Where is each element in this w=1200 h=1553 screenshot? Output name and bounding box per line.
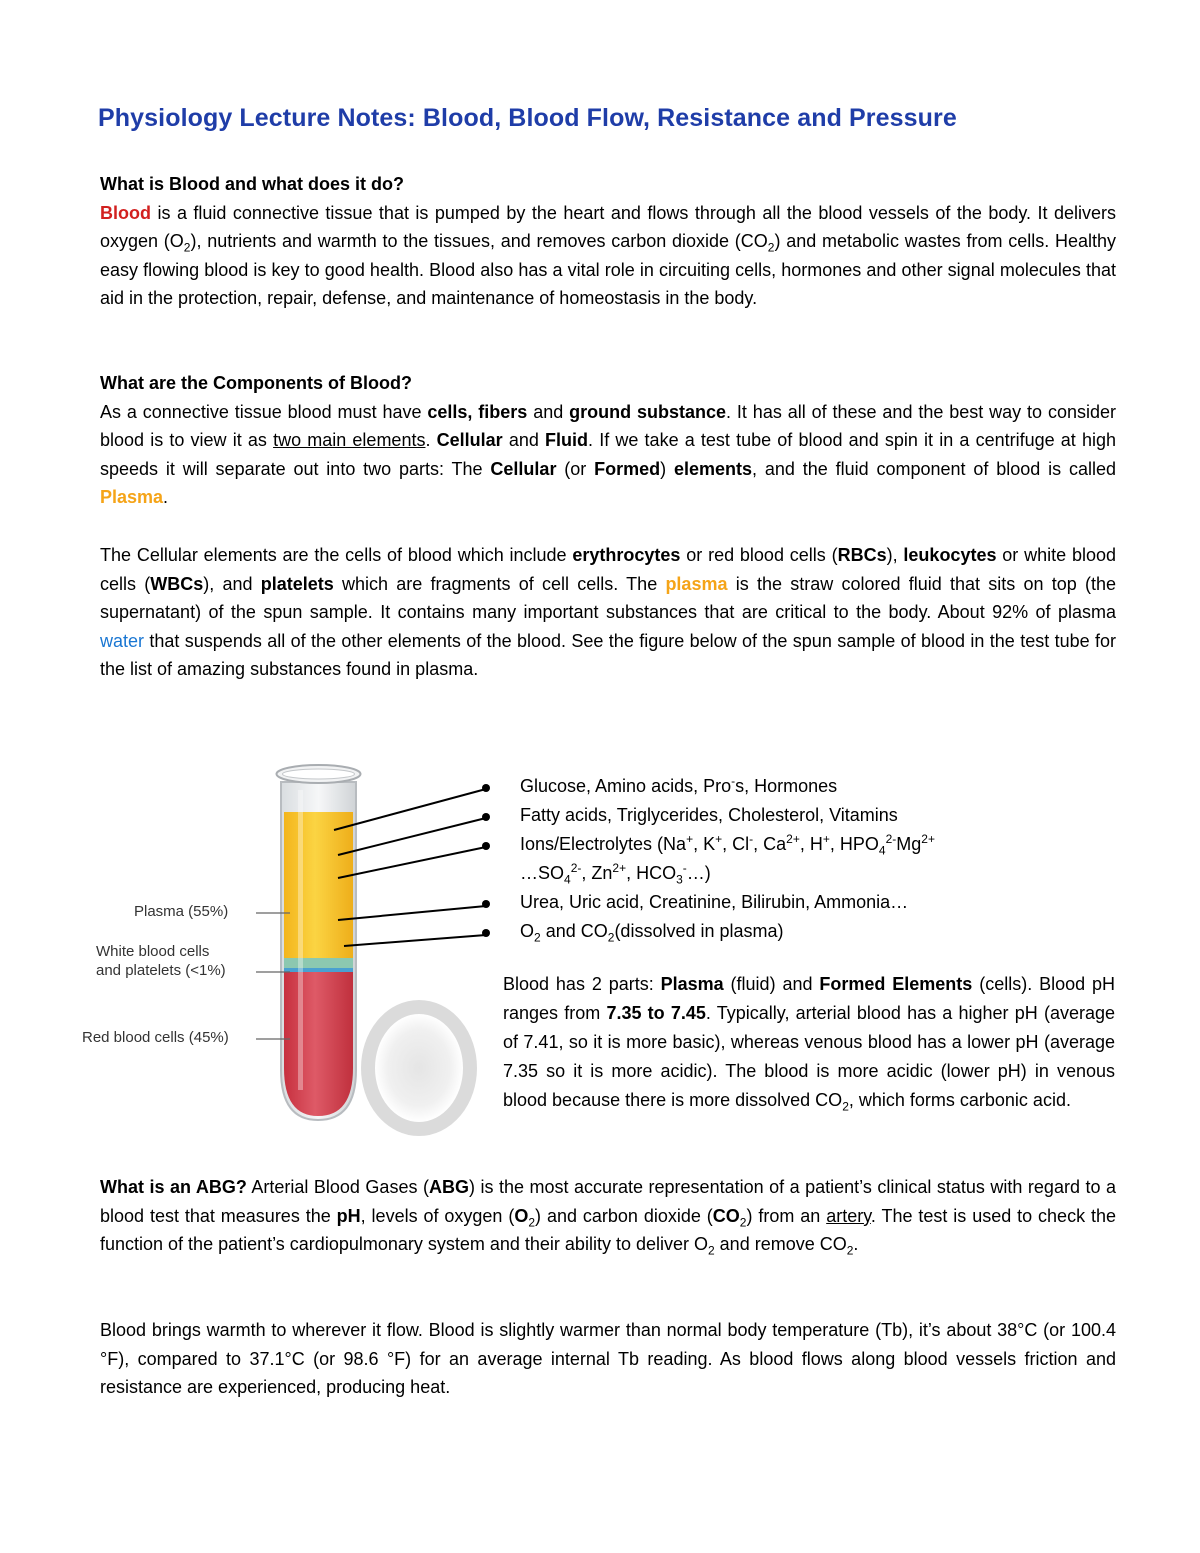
superscript: 2+: [921, 832, 935, 846]
text-span: ,: [581, 863, 592, 883]
text-span: . The test is used to check the function of the patient’s cardiopulmonary system and their ability to deliver O: [100, 1205, 1116, 1254]
text-span: HCO: [636, 863, 677, 883]
text-span: K: [703, 834, 716, 854]
text-span: is the straw colored fluid that sits on top (the supernatant) of the spun sample. It contains many important substances that are critical to the body. About 92% of plasma: [100, 573, 1116, 622]
text-span: s, Hormones: [735, 776, 838, 796]
text-span: Cl: [732, 834, 750, 854]
plasma-layer: [284, 812, 353, 958]
term-elements: elements: [674, 458, 753, 479]
text-span: ): [660, 458, 674, 479]
term-co2: CO: [712, 1205, 740, 1226]
term-fluid: Fluid: [545, 430, 589, 450]
subscript: 2: [534, 930, 541, 945]
term-leukocytes: leukocytes: [903, 545, 997, 565]
subscript: 4: [878, 843, 886, 858]
text-span: ,: [799, 834, 810, 854]
text-span: Blood brings warmth to wherever it flow. Blood is slightly warmer than normal body temperature (Tb), it’s about 38°C (or 100.4 °F), compared to 37.1°C (or 98.6 °F) for an average internal Tb reading. As blood flows along blood vessels friction and resistance are experienced, producing heat.: [100, 1320, 1116, 1397]
text-span: Arterial Blood Gases (: [246, 1177, 429, 1197]
text-span: ,: [829, 834, 840, 854]
connector-line-4: [338, 906, 486, 920]
bullet-dot: [482, 842, 490, 850]
term-formed-elements: Formed Elements: [819, 974, 973, 994]
term-o2: O: [514, 1205, 529, 1226]
term-blood: Blood: [100, 202, 151, 223]
subscript: 2: [528, 1215, 536, 1230]
list-item: [478, 801, 1118, 830]
term-ph-range: 7.35 to 7.45: [606, 1003, 706, 1023]
superscript: +: [715, 832, 723, 846]
list-item-continuation: [478, 859, 1118, 888]
term-plasma: Plasma: [660, 974, 724, 994]
label-wbc-line2: and platelets (<1%): [96, 962, 226, 979]
heading-components: What are the Components of Blood?: [100, 373, 412, 393]
text-span: .: [425, 430, 437, 450]
superscript: 2+: [786, 832, 800, 846]
superscript: -: [731, 774, 736, 788]
text-span: Glucose, Amino acids, Pro: [520, 776, 732, 796]
superscript: +: [822, 832, 830, 846]
term-water: water: [100, 630, 145, 651]
text-span: ,: [753, 834, 764, 854]
term-cellular: Cellular: [436, 430, 503, 450]
text-span: or red blood cells (: [680, 545, 838, 565]
test-tube-figure: [76, 750, 496, 1150]
subscript: 3: [676, 872, 683, 887]
connector-line-5: [344, 935, 486, 946]
text-span: HPO: [839, 834, 879, 854]
term-abg: ABG: [428, 1177, 469, 1197]
list-item: [478, 830, 1118, 859]
text-span: Zn: [591, 863, 613, 883]
text-span: and: [527, 401, 570, 422]
section-blood-warmth: [100, 1316, 1116, 1402]
text-span: , and the fluid component of blood is called: [752, 458, 1116, 479]
text-span: O: [520, 921, 535, 941]
text-span: ) is the most accurate representation of a patient’s clinical status with regard to a blood test that measures the: [100, 1177, 1116, 1226]
subscript: 4: [564, 872, 571, 887]
subscript: 2: [707, 1243, 715, 1258]
text-span: .: [163, 487, 169, 507]
bullet-dot: [482, 929, 490, 937]
text-span: ), and: [203, 573, 261, 594]
subscript: 2: [842, 1099, 849, 1114]
text-span: The Cellular elements are the cells of blood which include: [100, 545, 573, 565]
text-span: .: [853, 1234, 859, 1254]
text-span: is a fluid connective tissue that is pumped by the heart and flows through all the blood vessels of the body. It delivers oxygen (O: [100, 202, 1116, 251]
section-abg: [100, 1173, 1116, 1259]
section-cellular-elements: [100, 541, 1116, 684]
list-item: [478, 772, 1118, 801]
wbc-band-line: [284, 968, 353, 972]
text-span: ) and carbon dioxide (: [535, 1205, 713, 1226]
bullet-dot: [482, 900, 490, 908]
superscript: -: [682, 861, 687, 875]
term-plasma: plasma: [665, 573, 728, 594]
text-span: and: [502, 430, 546, 450]
heading-what-is-blood: What is Blood and what does it do?: [100, 174, 404, 194]
text-span: ) and metabolic wastes from cells. Healthy easy flowing blood is key to good health. Blood also has a vital role in circuiting cells, hormones and other signal molecules that aid in the protection, repair, defense, and maintenance of homeostasis in the body.: [100, 231, 1116, 308]
text-span: or white blood cells (: [100, 545, 1116, 594]
text-span: ), nutrients and warmth to the tissues, and removes carbon dioxide (CO: [190, 231, 768, 251]
term-ground-substance: ground substance: [569, 401, 727, 422]
text-span: As a connective tissue blood must have: [100, 401, 428, 422]
subscript: 2: [739, 1215, 747, 1230]
text-span: ) from an: [746, 1205, 827, 1226]
term-rbcs: RBCs: [837, 545, 887, 565]
text-span: . Typically, arterial blood has a higher pH (average of 7.41, so it is more basic), whereas venous blood has a lower pH (average 7.35 so it is more acidic). The blood is more acidic (lower pH) in venous blood because there is more dissolved CO: [503, 1003, 1115, 1110]
subscript: 2: [607, 930, 615, 945]
text-span: that suspends all of the other elements of the blood. See the figure below of the spun sample of blood in the test tube for the list of amazing substances found in plasma.: [100, 630, 1116, 679]
label-plasma: Plasma (55%): [134, 903, 229, 920]
text-span: . If we take a test tube of blood and spin it in a centrifuge at high speeds it will separate out into two parts: The: [100, 430, 1116, 479]
text-span: ,: [722, 834, 733, 854]
text-span: (or: [556, 458, 595, 479]
text-span: , levels of oxygen (: [360, 1205, 515, 1226]
term-wbcs: WBCs: [150, 573, 204, 594]
superscript: 2+: [612, 861, 627, 875]
text-span: Blood has 2 parts:: [503, 974, 661, 994]
text-span: …SO: [520, 863, 565, 883]
glass-highlight: [298, 790, 303, 1090]
list-item: [478, 888, 1118, 917]
superscript: +: [686, 832, 694, 846]
text-span: and CO: [540, 921, 608, 941]
subscript: 2: [183, 240, 191, 255]
term-ph: pH: [336, 1205, 361, 1226]
text-span: Ions/Electrolytes (Na: [520, 834, 687, 854]
text-span: ,: [693, 834, 704, 854]
text-span: (dissolved in plasma): [614, 921, 784, 941]
bullet-dot: [482, 813, 490, 821]
label-wbc-line1: White blood cells: [96, 943, 210, 960]
heading-abg: What is an ABG?: [100, 1177, 247, 1197]
text-span: Urea, Uric acid, Creatinine, Bilirubin, Ammonia…: [520, 892, 909, 912]
superscript: 2-: [570, 861, 582, 875]
page-title: Physiology Lecture Notes: Blood, Blood Flow, Resistance and Pressure: [98, 104, 957, 132]
section-components: [100, 369, 1116, 512]
connector-line-3: [338, 847, 486, 878]
term-plasma: Plasma: [100, 487, 164, 507]
text-span: (cells). Blood pH ranges from: [503, 974, 1116, 1023]
text-span: and remove CO: [714, 1234, 847, 1254]
term-cells-fibers: cells, fibers: [427, 401, 528, 422]
text-span: ),: [886, 545, 904, 565]
text-span: (fluid) and: [723, 974, 820, 994]
superscript: -: [749, 832, 754, 846]
section-what-is-blood: [100, 170, 1116, 313]
text-span: Ca: [763, 834, 787, 854]
tube-opening: [283, 769, 355, 779]
rbc-layer: [284, 972, 353, 1116]
text-span: H: [809, 834, 823, 854]
bullet-dot: [482, 784, 490, 792]
text-span: ,: [626, 863, 637, 883]
blood-ph-paragraph: [503, 970, 1115, 1115]
term-formed: Formed: [594, 458, 661, 479]
list-item: [478, 917, 1118, 946]
term-artery: artery: [826, 1205, 871, 1226]
tube-shadow-inner: [375, 1014, 463, 1122]
plasma-substances-list: [478, 772, 1118, 946]
superscript: 2-: [885, 832, 897, 846]
text-span: . It has all of these and the best way to consider blood is to view it as: [100, 401, 1116, 450]
term-platelets: platelets: [260, 573, 334, 594]
text-span: which are fragments of cell cells. The: [333, 573, 666, 594]
text-span: …): [686, 863, 711, 883]
text-span: Mg: [896, 834, 922, 854]
label-rbc: Red blood cells (45%): [82, 1029, 229, 1046]
subscript: 2: [767, 240, 775, 255]
text-span: , which forms carbonic acid.: [848, 1090, 1071, 1110]
subscript: 2: [846, 1243, 854, 1258]
term-cellular: Cellular: [490, 458, 557, 479]
term-two-main-elements: two main elements: [273, 430, 426, 450]
text-span: Fatty acids, Triglycerides, Cholesterol, Vitamins: [520, 805, 898, 825]
term-erythrocytes: erythrocytes: [572, 545, 681, 565]
